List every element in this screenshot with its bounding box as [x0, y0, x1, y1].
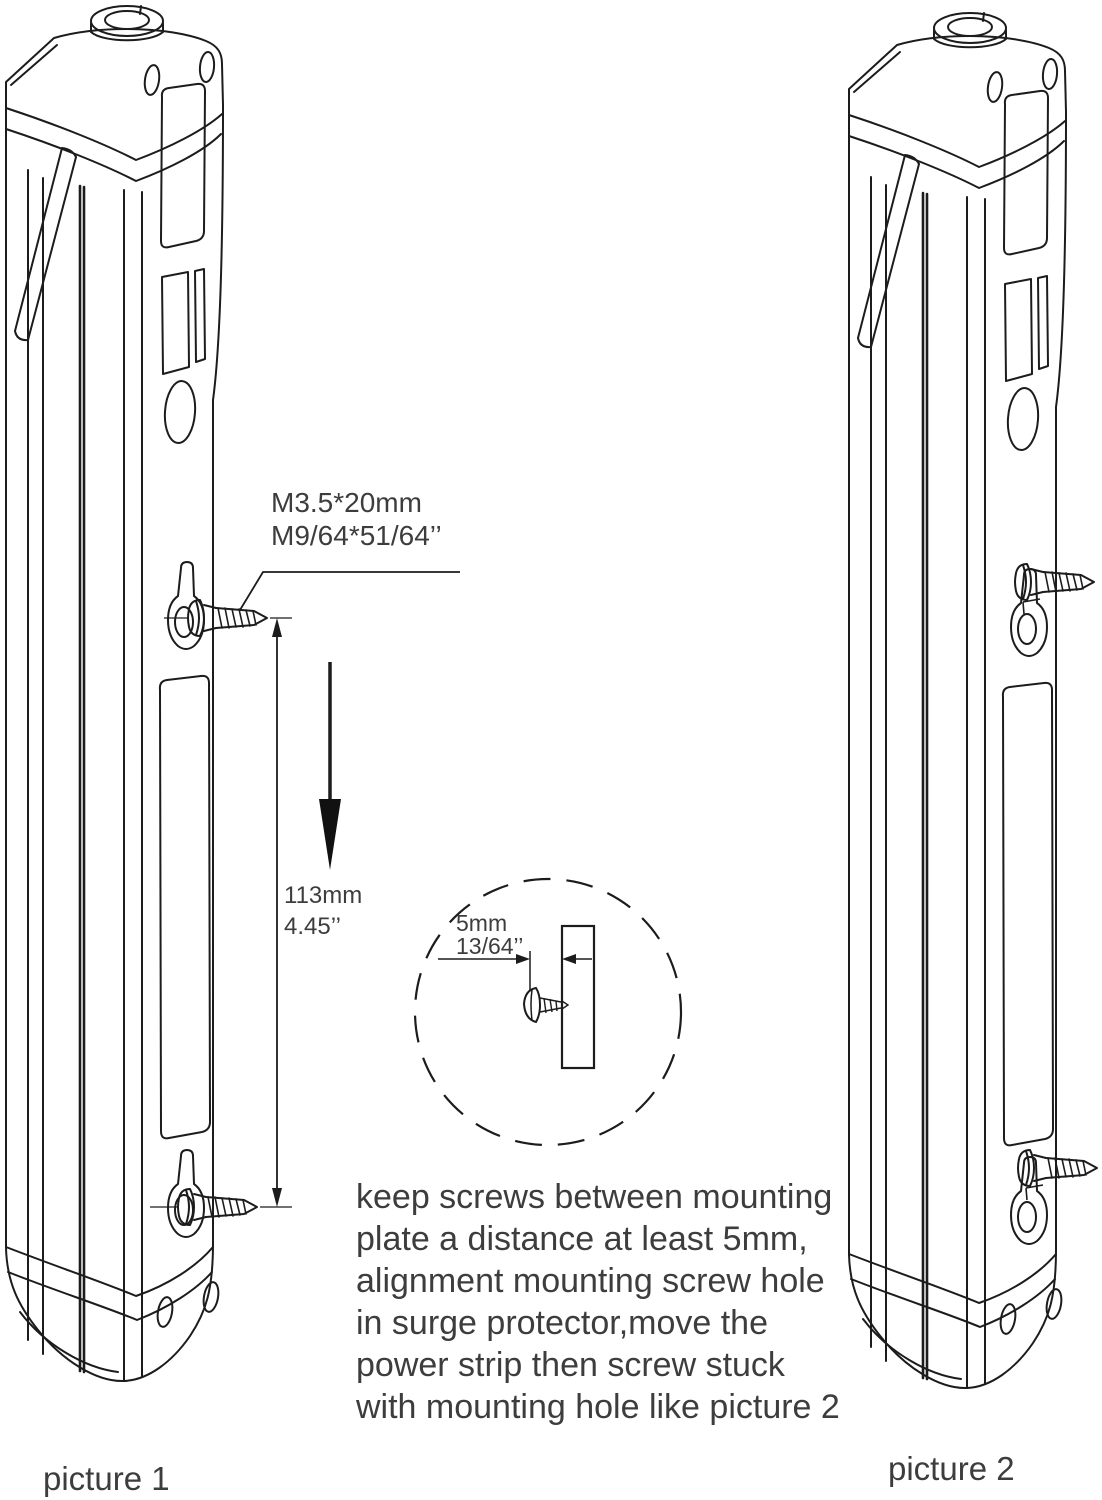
dimension-arrow-down: [272, 1188, 282, 1207]
screw-spec-metric-label: M3.5*20mm: [271, 487, 422, 518]
instruction-line: plate a distance at least 5mm,: [356, 1220, 808, 1258]
instruction-line: alignment mounting screw hole: [356, 1262, 825, 1300]
instruction-line: with mounting hole like picture 2: [356, 1388, 840, 1426]
instruction-line: keep screws between mounting: [356, 1178, 833, 1216]
instruction-line: power strip then screw stuck: [356, 1346, 785, 1384]
leader-line: [240, 572, 460, 610]
screw-icon: [188, 600, 267, 636]
screw-distance-metric-label: 113mm: [284, 882, 363, 909]
instruction-line: in surge protector,move the: [356, 1304, 769, 1342]
instruction-paragraph: [356, 1176, 840, 1428]
picture-2-caption: picture 2: [888, 1450, 1015, 1487]
down-arrow-head: [319, 799, 341, 870]
wall-gap-metric-label: 5mm: [456, 910, 508, 936]
screw-icon: [1018, 1150, 1097, 1186]
mounting-plate-section: [562, 926, 594, 1068]
screw-spec-imperial-label: M9/64*51/64’’: [271, 520, 442, 551]
power-strip-picture-2: [849, 13, 1097, 1388]
gap-arrow-left: [562, 954, 576, 964]
keyhole-slot-detail: [1026, 1185, 1043, 1200]
power-strip-picture-1: [6, 6, 292, 1381]
picture-1-caption: picture 1: [43, 1460, 170, 1497]
wall-gap-imperial-label: 13/64’’: [456, 933, 524, 959]
detail-circle: [415, 879, 681, 1145]
dimension-arrow-up: [272, 618, 282, 637]
screw-distance-imperial-label: 4.45’’: [284, 913, 341, 940]
